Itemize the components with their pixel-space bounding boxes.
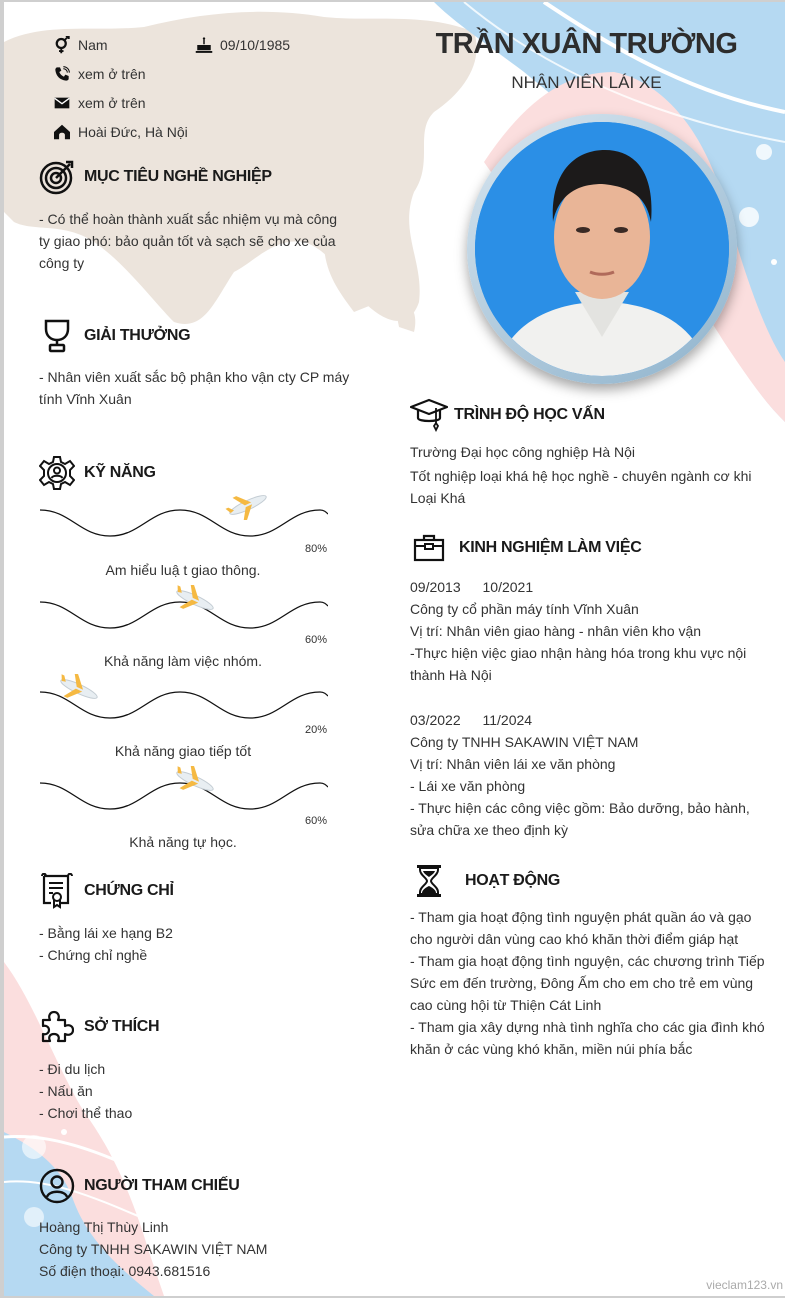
- hobbies-heading: [38, 1008, 159, 1046]
- text-line: - Nấu ăn: [39, 1083, 93, 1099]
- text-line: - Chứng chỉ nghề: [39, 947, 148, 963]
- text-line: Công ty TNHH SAKAWIN VIỆT NAM: [39, 1241, 268, 1257]
- references-heading: [38, 1167, 239, 1205]
- text-line: cao cùng hội từ Thiện Cát Linh: [410, 997, 602, 1013]
- start-date: 09/2013: [410, 579, 461, 595]
- text-line: công ty: [39, 255, 85, 271]
- section-title: GIẢI THƯỞNG: [84, 327, 191, 344]
- birthday-value: 09/10/1985: [220, 37, 291, 53]
- birthday-cake-icon: [194, 36, 214, 54]
- text-line: Số điện thoại: 0943.681516: [39, 1263, 211, 1279]
- career-objective-heading: [38, 158, 272, 196]
- skill-progress-wave: [40, 504, 328, 540]
- section-title: KỸ NĂNG: [84, 464, 156, 481]
- section-title: SỞ THÍCH: [84, 1018, 160, 1035]
- text-line: - Tham gia xây dựng nhà tình nghĩa cho các gia đình khó: [410, 1019, 765, 1035]
- skill-label: Khả năng tự học.: [129, 834, 237, 850]
- job-title: NHÂN VIÊN LÁI XE: [511, 73, 662, 92]
- section-title: CHỨNG CHỈ: [84, 882, 174, 899]
- activities-text: [410, 906, 782, 1060]
- skill-label: Am hiểu luậ t giao thông.: [105, 562, 261, 578]
- airplane-icon: [56, 674, 102, 704]
- experience-item: [410, 709, 780, 841]
- text-line: - Tham gia hoạt động tình nguyện, các chương trình Tiếp: [410, 953, 765, 969]
- certificates-text: [39, 922, 173, 966]
- end-date: 11/2024: [482, 712, 533, 728]
- skill-percent: 60%: [304, 634, 327, 646]
- section-title: HOẠT ĐỘNG: [465, 872, 561, 889]
- gender-icon: [52, 36, 72, 54]
- section-title: TRÌNH ĐỘ HỌC VẤN: [454, 406, 605, 423]
- detail-line: sửa chữa xe theo định kỳ: [410, 822, 569, 838]
- text-line: ty giao phó: bảo quản tốt và sạch sẽ cho xe của: [39, 233, 336, 249]
- profile-photo: [475, 122, 729, 376]
- gender-value: Nam: [78, 37, 108, 53]
- detail-line: -Thực hiện việc giao nhận hàng hóa trong khu vực nội: [410, 645, 747, 661]
- text-line: - Tham gia hoạt động tình nguyện phát quần áo và gạo: [410, 909, 752, 925]
- birthday-row: [194, 36, 290, 54]
- address-value: Hoài Đức, Hà Nội: [78, 124, 188, 140]
- airplane-icon: [225, 490, 271, 520]
- skills-heading: [38, 454, 156, 492]
- education-text: [410, 441, 752, 509]
- detail-line: - Thực hiện các công việc gồm: Bảo dưỡng, bảo hành,: [410, 800, 750, 816]
- hobbies-text: [39, 1058, 132, 1124]
- skill-percent: 80%: [304, 543, 327, 555]
- section-title: MỤC TIÊU NGHỀ NGHIỆP: [84, 168, 272, 185]
- career-objective-text: [39, 208, 337, 274]
- person-portrait-icon: [475, 122, 729, 376]
- candidate-name: TRẦN XUÂN TRƯỜNG: [435, 28, 738, 60]
- skill-label: Khả năng giao tiếp tốt: [114, 743, 252, 759]
- email-row: [52, 94, 146, 112]
- start-date: 03/2022: [410, 712, 461, 728]
- company-name: Công ty TNHH SAKAWIN VIỆT NAM: [410, 734, 639, 750]
- text-line: Tốt nghiệp loại khá hệ học nghề - chuyên ngành cơ khi: [410, 468, 752, 484]
- section-title: NGƯỜI THAM CHIẾU: [84, 1177, 240, 1194]
- graduation-cap-icon: [410, 396, 448, 434]
- end-date: 10/2021: [482, 579, 534, 595]
- education-heading: [410, 396, 605, 434]
- phone-row: [52, 65, 146, 83]
- gender-row: [52, 36, 108, 54]
- phone-value: xem ở trên: [78, 66, 146, 82]
- text-line: Hoàng Thị Thùy Linh: [39, 1219, 169, 1235]
- cv-page: [4, 2, 785, 1296]
- briefcase-icon: [410, 529, 448, 567]
- text-line: - Nhân viên xuất sắc bộ phận kho vận cty CP máy: [39, 369, 350, 385]
- certificate-icon: [38, 872, 76, 910]
- awards-heading: [38, 317, 190, 355]
- home-icon: [52, 123, 72, 141]
- email-value: xem ở trên: [78, 95, 146, 111]
- target-icon: [38, 158, 76, 196]
- hourglass-icon: [410, 862, 448, 900]
- text-line: cho người dân vùng cao khó khăn thời điểm giáp hạt: [410, 931, 739, 947]
- user-circle-icon: [38, 1167, 76, 1205]
- text-line: khăn ở các vùng khó khăn, miền núi phía bắc: [410, 1041, 693, 1057]
- text-line: - Đi du lịch: [39, 1061, 106, 1077]
- references-text: [39, 1216, 267, 1282]
- skill-percent: 60%: [304, 815, 327, 827]
- position: Vị trí: Nhân viên lái xe văn phòng: [410, 756, 616, 772]
- skill-label: Khả năng làm việc nhóm.: [104, 653, 262, 669]
- trophy-icon: [38, 317, 76, 355]
- airplane-icon: [172, 766, 218, 796]
- skill-percent: 20%: [304, 724, 327, 736]
- gear-user-icon: [38, 454, 76, 492]
- detail-line: - Lái xe văn phòng: [410, 778, 526, 794]
- detail-line: thành Hà Nội: [410, 667, 492, 683]
- text-line: Trường Đại học công nghiệp Hà Nội: [410, 444, 636, 460]
- awards-text: [39, 366, 349, 410]
- text-line: - Bằng lái xe hạng B2: [39, 925, 173, 941]
- text-line: - Chơi thể thao: [39, 1105, 133, 1121]
- puzzle-piece-icon: [38, 1008, 76, 1046]
- watermark: vieclam123.vn: [706, 1278, 783, 1292]
- certificates-heading: [38, 872, 174, 910]
- text-line: - Có thể hoàn thành xuất sắc nhiệm vụ mà công: [39, 211, 338, 227]
- text-line: Loại Khá: [410, 490, 466, 506]
- position: Vị trí: Nhân viên giao hàng - nhân viên kho vận: [410, 623, 702, 639]
- airplane-icon: [172, 585, 218, 615]
- experience-heading: [410, 529, 641, 567]
- section-title: KINH NGHIỆM LÀM VIỆC: [459, 539, 642, 556]
- date-range: [410, 709, 780, 731]
- phone-icon: [52, 65, 72, 83]
- email-icon: [52, 94, 72, 112]
- text-line: tính Vĩnh Xuân: [39, 391, 132, 407]
- address-row: [52, 123, 188, 141]
- company-name: Công ty cổ phần máy tính Vĩnh Xuân: [410, 601, 639, 617]
- date-range: [410, 576, 780, 598]
- experience-item: [410, 576, 780, 686]
- text-line: Sức em đến trường, Đông Ấm cho em cho trẻ em vùng: [410, 975, 754, 991]
- activities-heading: [410, 862, 560, 900]
- profile-photo-frame: [467, 114, 737, 384]
